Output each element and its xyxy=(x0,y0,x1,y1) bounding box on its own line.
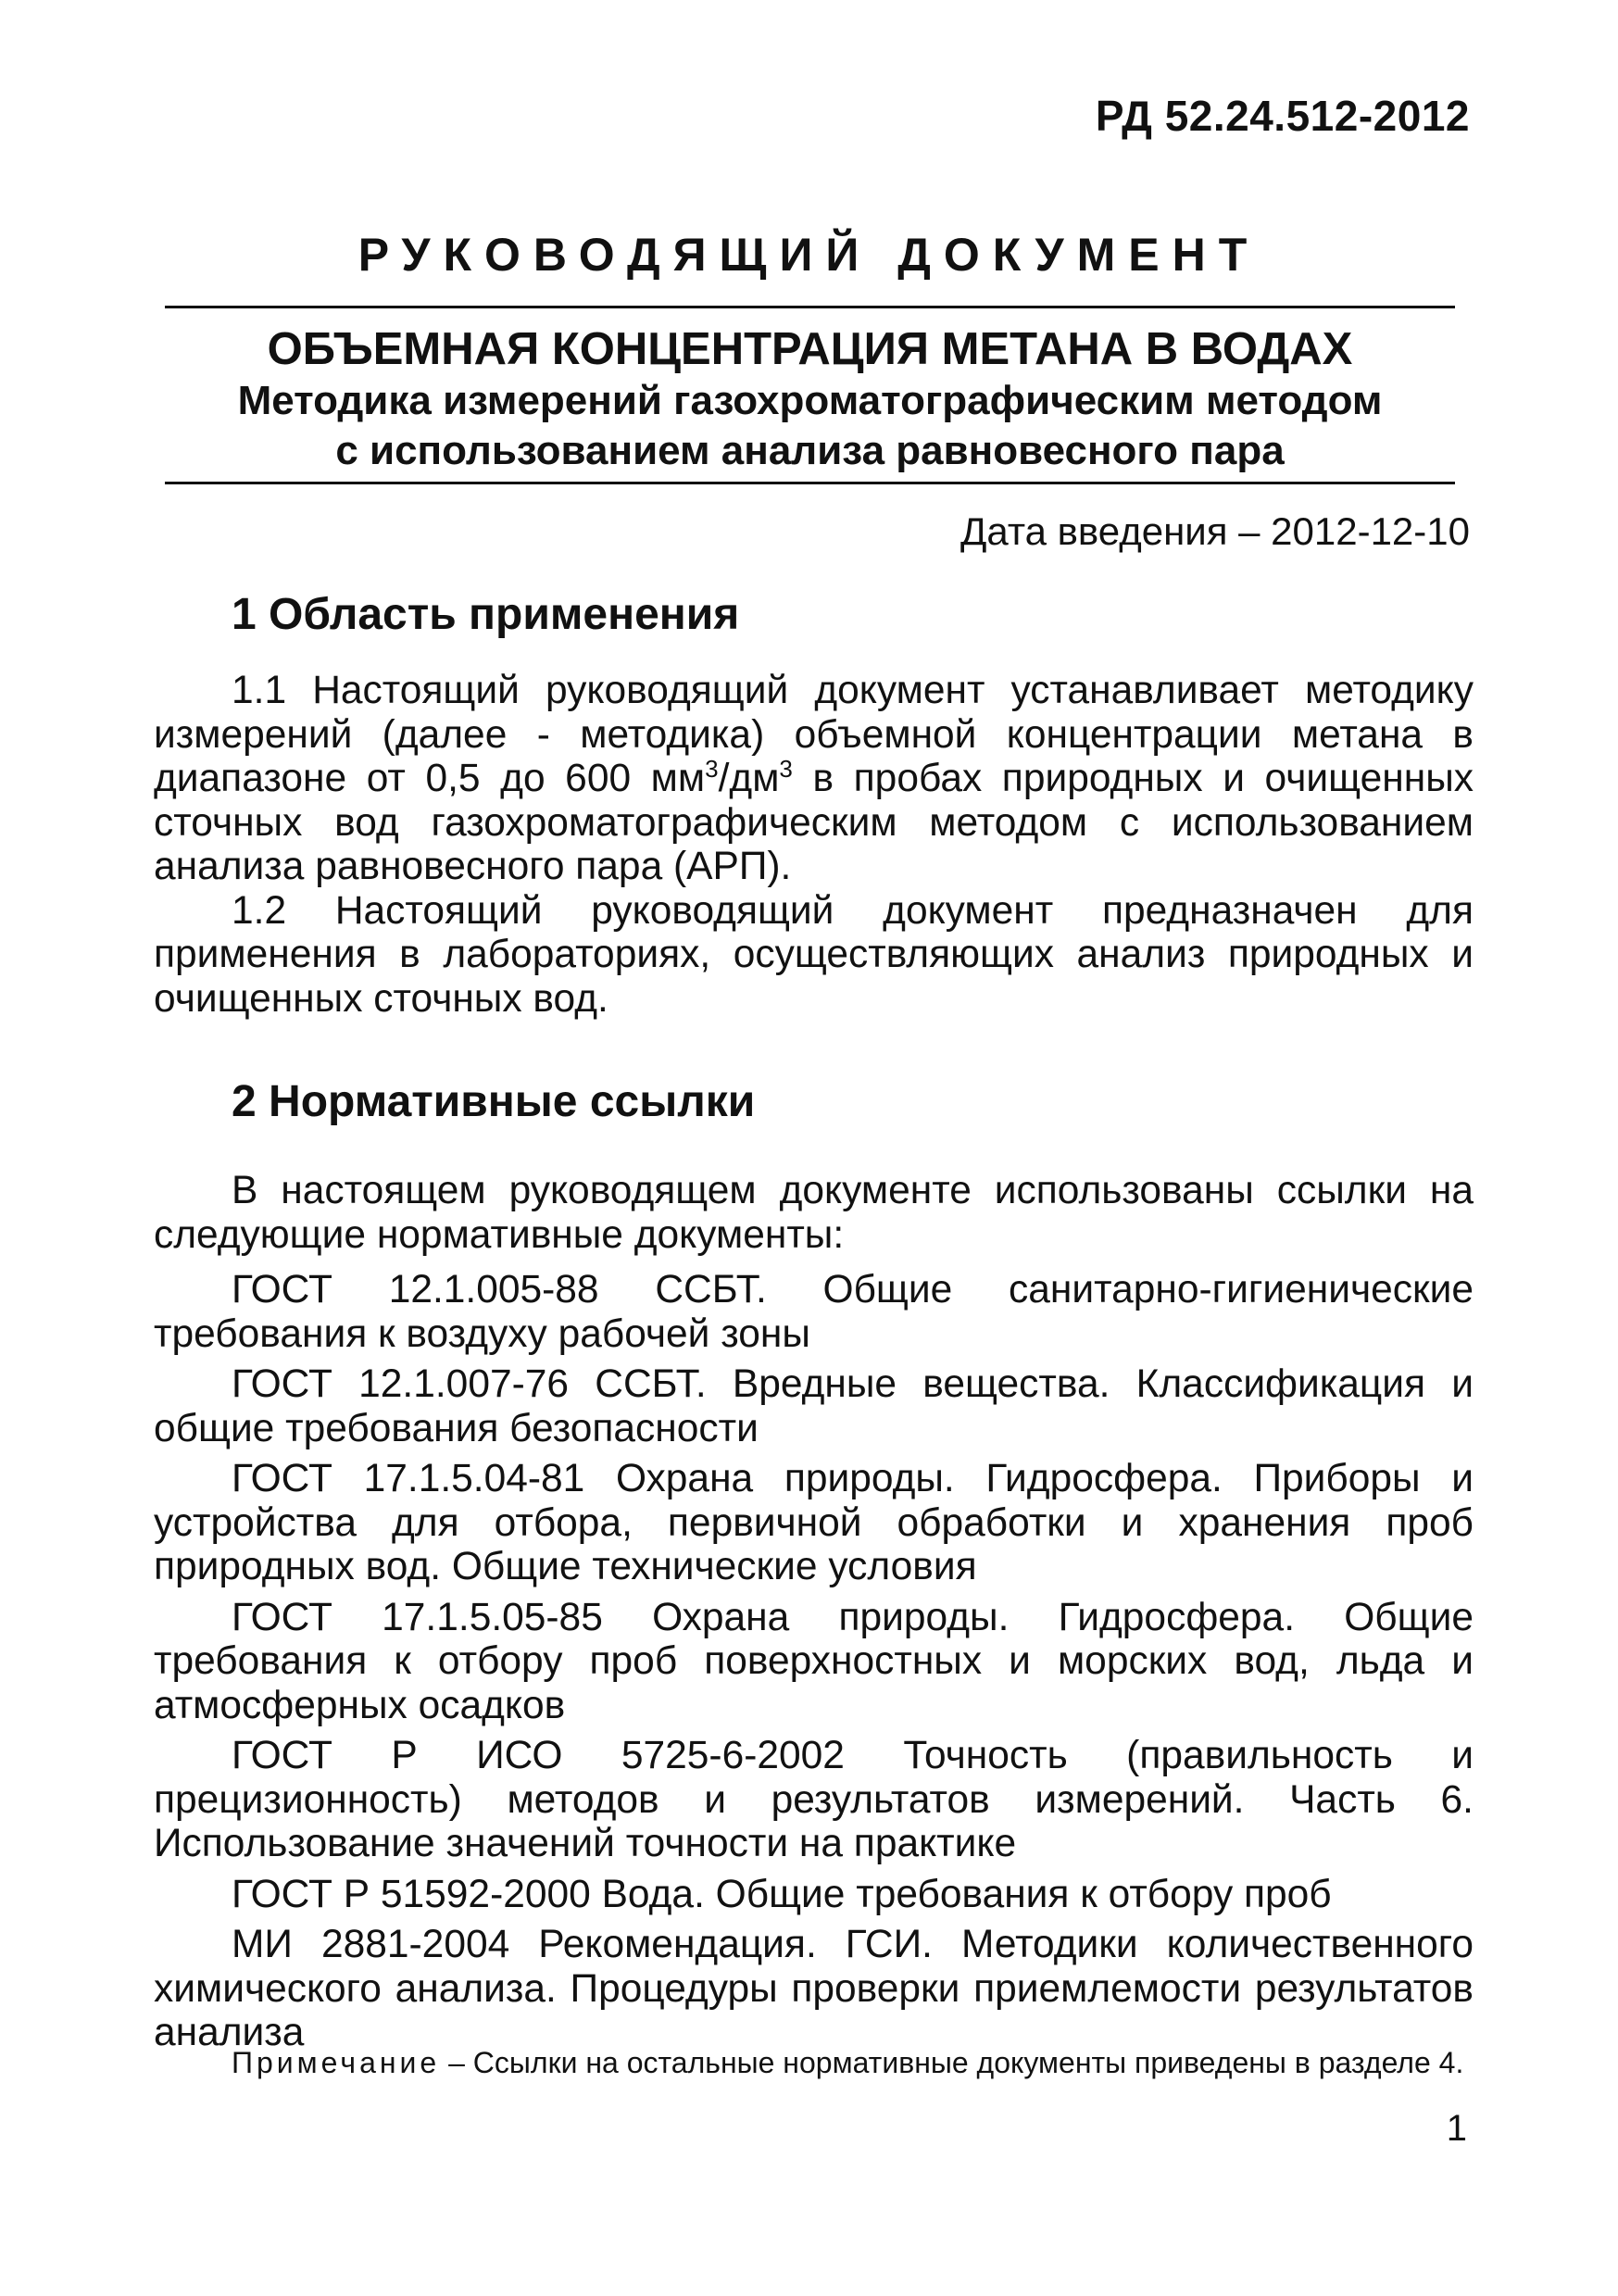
document-title: ОБЪЕМНАЯ КОНЦЕНТРАЦИЯ МЕТАНА В ВОДАХ xyxy=(267,324,1353,374)
title-bottom-rule xyxy=(165,482,1455,484)
section-2-intro: В настоящем руководящем документе использованы ссылки на следующие нормативные документы: xyxy=(154,1169,1474,1257)
note-text: – Ссылки на остальные нормативные документы приведены в разделе 4. xyxy=(440,2046,1464,2079)
paragraph-1-1: 1.1 Настоящий руководящий документ устанавливает методику измерений (далее - методика) объемной концентрации метана в диапазоне от 0,5 до 600 $мм^3/дм^3$ в пробах природных и очищенных сточных вод газохроматографическим методом с использованием анализа равновесного пара (АРП). xyxy=(154,669,1474,888)
title-block xyxy=(165,322,1455,476)
page-number: 1 xyxy=(1446,2108,1467,2149)
reference-item: ГОСТ 12.1.005-88 ССБТ. Общие санитарно-гигиенические требования к воздуху рабочей зоны xyxy=(154,1268,1474,1356)
note xyxy=(154,2043,1474,2082)
reference-item: ГОСТ 17.1.5.04-81 Охрана природы. Гидросфера. Приборы и устройства для отбора, первичной обработки и хранения проб природных вод. Общие технические условия xyxy=(154,1457,1474,1588)
document-code: РД 52.24.512-2012 xyxy=(1095,92,1470,140)
paragraph-1-2: 1.2 Настоящий руководящий документ предназначен для применения в лабораториях, осуществляющих анализ природных и очищенных сточных вод. xyxy=(154,888,1474,1021)
superscript: 3 xyxy=(779,754,793,783)
superscript: 3 xyxy=(705,754,719,783)
section-1-body xyxy=(154,669,1474,1021)
introduction-date: Дата введения – 2012-12-10 xyxy=(960,509,1470,553)
document-subtitle-line-2: с использованием анализа равновесного пара xyxy=(335,428,1285,473)
title-top-rule xyxy=(165,306,1455,308)
reference-item: ГОСТ Р ИСО 5725-6-2002 Точность (правильность и прецизионность) методов и результатов измерений. Часть 6. Использование значений точности на практике xyxy=(154,1734,1474,1865)
reference-item: МИ 2881-2004 Рекомендация. ГСИ. Методики количественного химического анализа. Процедуры проверки приемлемости результатов анализа xyxy=(154,1923,1474,2054)
section-2-heading: 2 Нормативные ссылки xyxy=(232,1077,756,1126)
document-type-heading: РУКОВОДЯЩИЙ ДОКУМЕНТ xyxy=(357,229,1261,281)
reference-item: ГОСТ 17.1.5.05-85 Охрана природы. Гидросфера. Общие требования к отбору проб поверхностных и морских вод, льда и атмосферных осадков xyxy=(154,1595,1474,1727)
document-subtitle-line-1: Методика измерений газохроматографическим методом xyxy=(237,378,1383,423)
reference-item: ГОСТ 12.1.007-76 ССБТ. Вредные вещества. Классификация и общие требования безопасности xyxy=(154,1362,1474,1450)
section-2-body xyxy=(154,1169,1474,2062)
note-label: Примечание xyxy=(232,2046,441,2079)
reference-item: ГОСТ Р 51592-2000 Вода. Общие требования к отбору проб xyxy=(232,1872,1332,1916)
section-1-heading: 1 Область применения xyxy=(232,590,740,639)
